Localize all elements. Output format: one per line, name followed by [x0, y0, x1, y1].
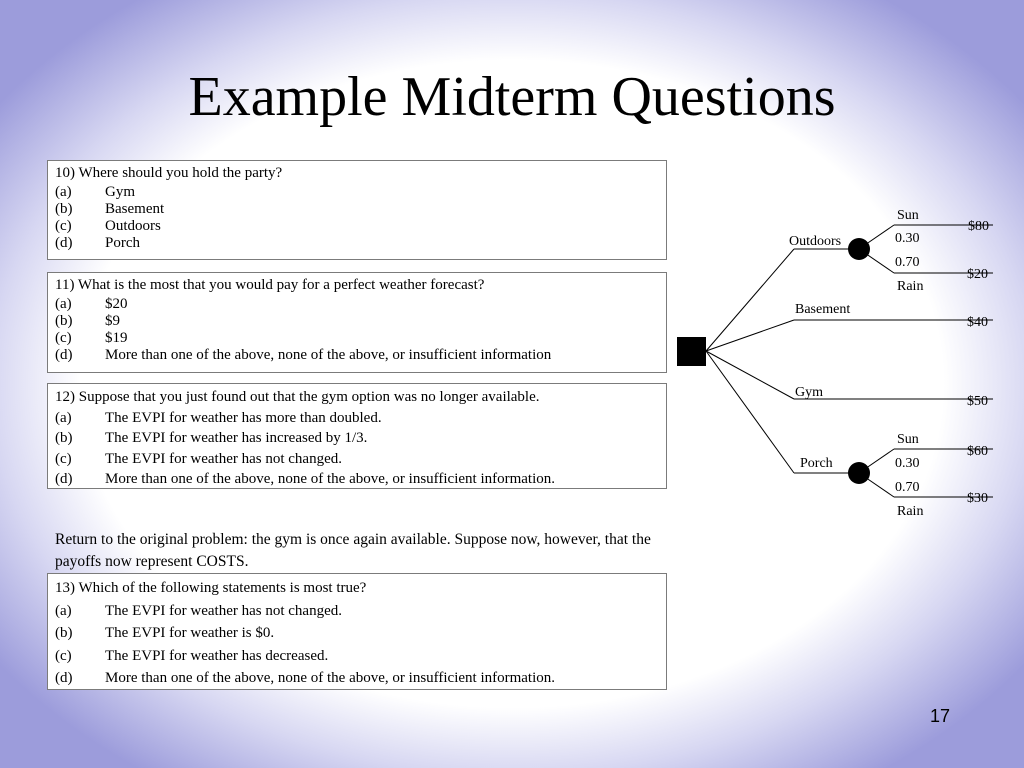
question-12-prompt: 12) Suppose that you just found out that the gym option was no longer available. [55, 389, 540, 405]
chance-node-porch [848, 462, 870, 484]
option-text: More than one of the above, none of the above, or insufficient information [105, 346, 552, 363]
gym-label: Gym [795, 385, 823, 400]
outdoors-sun-label: Sun [897, 208, 919, 223]
option-text: The EVPI for weather has not changed. [105, 450, 342, 467]
outdoors-rain-prob: 0.70 [895, 255, 920, 270]
question-11-prompt: 11) What is the most that you would pay for a perfect weather forecast? [55, 277, 485, 293]
option-text: The EVPI for weather has increased by 1/3. [105, 430, 368, 446]
option-text: Porch [105, 234, 140, 251]
outdoors-rain-payoff: $20 [967, 267, 988, 282]
porch-rain-prob: 0.70 [895, 480, 920, 495]
option-text: The EVPI for weather has not changed. [105, 602, 342, 619]
basement-payoff: $40 [967, 315, 988, 330]
tree-branches [706, 225, 993, 497]
option-text: Basement [105, 200, 165, 217]
slide-title: Example Midterm Questions [188, 66, 836, 128]
chance-node-outdoors [848, 238, 870, 260]
porch-sun-prob: 0.30 [895, 456, 920, 471]
option-letter: (b) [55, 200, 73, 217]
option-letter: (d) [55, 471, 73, 487]
option-letter: (c) [55, 329, 72, 346]
option-letter: (a) [55, 295, 72, 312]
outdoors-sun-payoff: $80 [968, 219, 989, 234]
option-text: More than one of the above, none of the above, or insufficient information. [105, 670, 556, 686]
option-text: More than one of the above, none of the above, or insufficient information. [105, 471, 556, 487]
option-text: The EVPI for weather has decreased. [105, 647, 329, 664]
option-letter: (b) [55, 312, 73, 329]
branch-gym [706, 351, 794, 399]
porch-rain-label: Rain [897, 504, 924, 519]
option-text: Outdoors [105, 217, 161, 234]
instruction-note: Return to the original problem: the gym is once again available. Suppose now, however, that the payoffs now represent COSTS. [55, 531, 651, 570]
option-text: The EVPI for weather is $0. [105, 625, 275, 641]
option-letter: (c) [55, 647, 72, 664]
decision-node-square [677, 337, 706, 366]
option-letter: (a) [55, 602, 72, 619]
option-letter: (d) [55, 346, 73, 363]
porch-label: Porch [800, 456, 833, 471]
option-letter: (a) [55, 409, 72, 426]
option-letter: (d) [55, 670, 73, 686]
option-text: $9 [105, 312, 120, 329]
option-text: $20 [105, 295, 128, 312]
porch-sun-label: Sun [897, 432, 919, 447]
option-letter: (b) [55, 430, 73, 446]
porch-rain-payoff: $30 [967, 491, 988, 506]
page-number: 17 [930, 706, 951, 726]
gym-payoff: $50 [967, 394, 988, 409]
outdoors-label: Outdoors [789, 234, 842, 249]
option-letter: (c) [55, 450, 72, 467]
porch-sun-payoff: $60 [967, 444, 988, 459]
option-letter: (d) [55, 234, 73, 251]
option-letter: (a) [55, 183, 72, 200]
option-text: The EVPI for weather has more than doubled. [105, 409, 382, 426]
question-13-prompt: 13) Which of the following statements is most true? [55, 580, 367, 596]
option-letter: (b) [55, 625, 73, 641]
question-10-prompt: 10) Where should you hold the party? [55, 165, 283, 181]
branch-porch [706, 351, 794, 473]
option-text: $19 [105, 329, 128, 346]
outdoors-rain-label: Rain [897, 279, 924, 294]
option-text: Gym [105, 183, 135, 200]
option-letter: (c) [55, 217, 72, 234]
outdoors-sun-prob: 0.30 [895, 231, 920, 246]
basement-label: Basement [795, 302, 851, 317]
